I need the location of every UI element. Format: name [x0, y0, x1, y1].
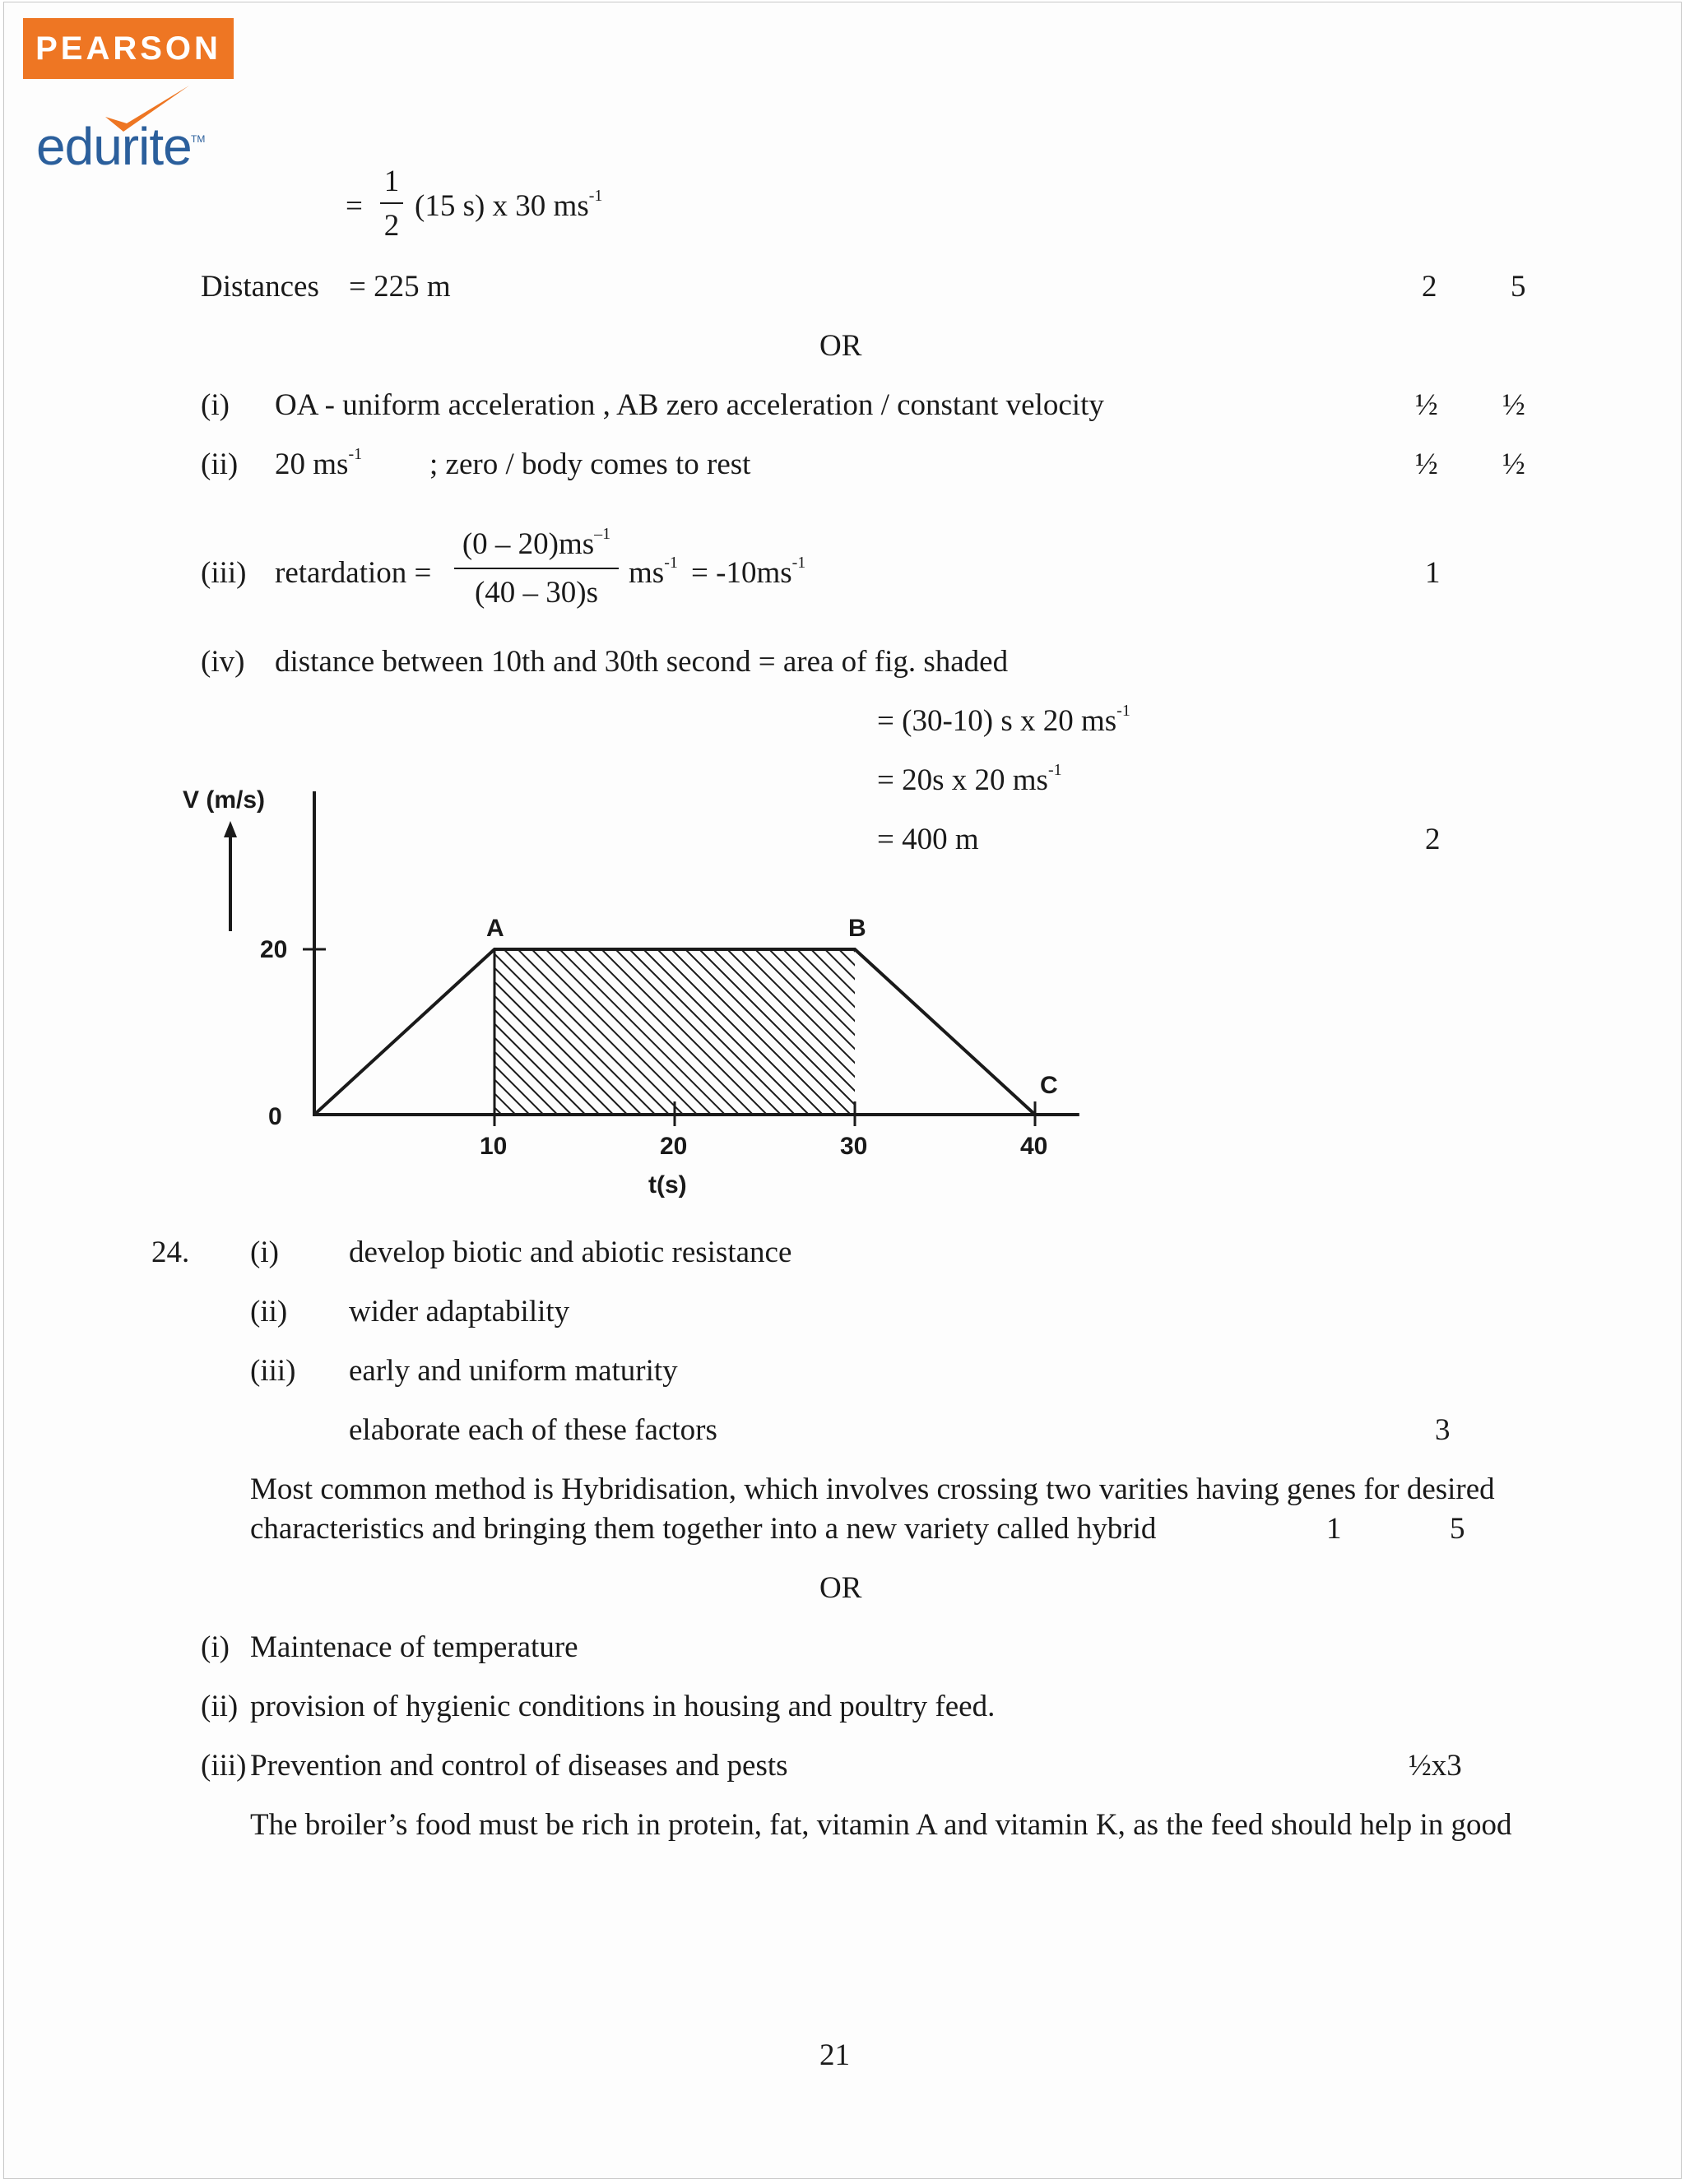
q23-ii-text-b: ; zero / body comes to rest	[429, 447, 751, 481]
q23-iii-unit: $ms^{-1}$	[629, 554, 678, 590]
trademark: TM	[191, 133, 206, 145]
poultry-i-text: Maintenace of temperature	[250, 1630, 578, 1664]
x-tick-label-30: 30	[840, 1133, 868, 1160]
q24-item-2-num: (ii)	[250, 1295, 288, 1328]
q23-iii-result: = $-10ms^{-1}$	[691, 554, 806, 590]
q23-iv-mark: 2	[1425, 823, 1441, 856]
q24-item-2-text: wider adaptability	[349, 1295, 570, 1328]
q23-i-mark: ½	[1415, 388, 1438, 422]
or-separator-1: OR	[819, 329, 862, 363]
edurite-logo: edurite	[36, 117, 192, 176]
y-tick-label-20: 20	[260, 936, 288, 963]
q23-ii-mark: ½	[1415, 447, 1438, 481]
q23-iii-label: retardation =	[275, 556, 432, 590]
q24-para-line2: characteristics and bringing them together into a new variety called hybrid	[250, 1512, 1157, 1546]
poultry-ii-num: (ii)	[201, 1690, 239, 1723]
q23-ii-num: (ii)	[201, 447, 239, 481]
q24-elaborate: elaborate each of these factors	[349, 1413, 717, 1447]
point-label-a: A	[486, 915, 504, 942]
q23-iv-step1: = (30-10) s x 20 $ms^{-1}$	[877, 702, 1130, 738]
equation-equals: =	[346, 189, 363, 223]
point-label-c: C	[1040, 1072, 1058, 1099]
distances-mark: 2	[1422, 270, 1437, 304]
poultry-iii-num: (iii)	[201, 1749, 247, 1783]
distances-total: 5	[1511, 270, 1526, 304]
q23-iv-num: (iv)	[201, 645, 245, 679]
q23-iv-text: distance between 10th and 30th second = area of fig. shaded	[275, 645, 1009, 679]
q23-i-total: ½	[1502, 388, 1525, 422]
q23-iv-step2: = 20s x 20 $ms^{-1}$	[877, 761, 1062, 797]
q23-iv-step3: = 400 m	[877, 823, 979, 856]
y-axis-label: V (m/s)	[183, 786, 266, 814]
x-tick-label-20: 20	[660, 1133, 688, 1160]
q24-item-3-num: (iii)	[250, 1354, 296, 1388]
poultry-iii-mark: ½x3	[1409, 1749, 1462, 1783]
q24-item-1-text: develop biotic and abiotic resistance	[349, 1236, 792, 1269]
q24-para-total: 5	[1450, 1512, 1465, 1546]
q24-number: 24.	[151, 1236, 190, 1269]
q23-ii-total: ½	[1502, 447, 1525, 481]
q23-i-text: OA - uniform acceleration , AB zero acceleration / constant velocity	[275, 388, 1104, 422]
equation-frac-num: 1	[383, 165, 400, 198]
q23-iii-num: (iii)	[201, 556, 247, 590]
x-tick-label-10: 10	[480, 1133, 508, 1160]
q23-ii-text-a: 20 $ms^{-1}$	[275, 445, 363, 481]
up-arrow-icon	[222, 819, 239, 934]
q24-para-line1: Most common method is Hybridisation, which involves crossing two varities having genes for desired	[250, 1472, 1495, 1506]
pearson-logo: PEARSON	[23, 18, 234, 79]
poultry-iii-text: Prevention and control of diseases and pests	[250, 1749, 788, 1783]
q23-iii-denominator: (40 – 30)s	[474, 576, 599, 610]
equation-rest: (15 s) x 30 $ms^{-1}$	[415, 187, 603, 223]
q24-elaborate-mark: 3	[1435, 1413, 1451, 1447]
q23-iii-mark: 1	[1425, 556, 1441, 590]
equation-frac-den: 2	[383, 209, 400, 243]
page-number: 21	[819, 2038, 850, 2072]
q23-iii-numerator: $(0 - 20)ms^{-1}$	[462, 525, 611, 561]
q24-item-1-num: (i)	[250, 1236, 279, 1269]
y-tick-label-0: 0	[268, 1103, 282, 1130]
x-tick-label-40: 40	[1020, 1133, 1048, 1160]
poultry-i-num: (i)	[201, 1630, 230, 1664]
q24-item-3-text: early and uniform maturity	[349, 1354, 678, 1388]
or-separator-2: OR	[819, 1571, 862, 1605]
point-label-b: B	[848, 915, 866, 942]
distances-value: = 225 m	[349, 270, 451, 304]
q24-para-mark: 1	[1326, 1512, 1342, 1546]
x-axis-label: t(s)	[648, 1171, 687, 1199]
poultry-ii-text: provision of hygienic conditions in housing and poultry feed.	[250, 1690, 996, 1723]
shaded-area	[494, 949, 855, 1115]
poultry-broiler-text: The broiler’s food must be rich in protein, fat, vitamin A and vitamin K, as the feed should help in good	[250, 1808, 1512, 1842]
q23-i-num: (i)	[201, 388, 230, 422]
distances-label: Distances	[201, 270, 319, 304]
